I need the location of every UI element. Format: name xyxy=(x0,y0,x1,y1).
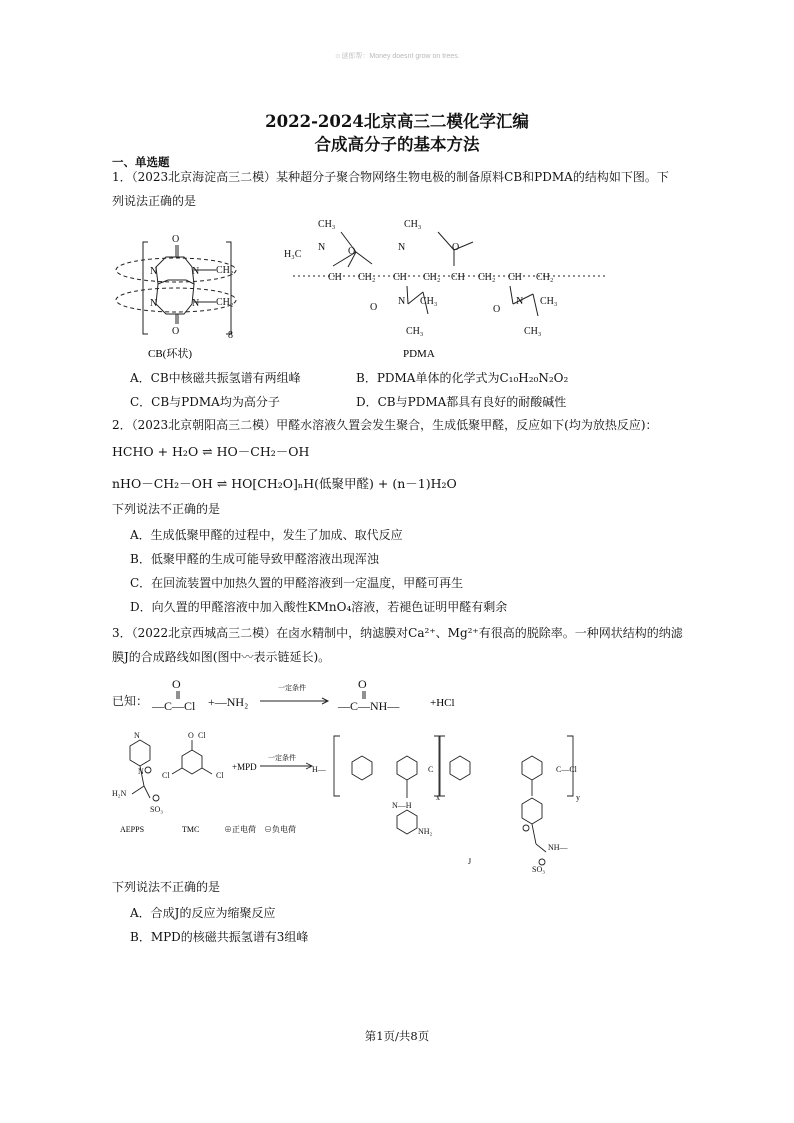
svg-text:CH₃: CH₃ xyxy=(404,219,422,230)
label-j: J xyxy=(468,857,472,866)
page-subtitle: 合成高分子的基本方法 xyxy=(314,135,480,154)
svg-text:NH—: NH— xyxy=(548,843,568,852)
known-condition: 一定条件 xyxy=(278,684,306,692)
svg-text:CH₂: CH₂ xyxy=(216,265,234,276)
q2-option-a: A．生成低聚甲醛的过程中，发生了加成、取代反应 xyxy=(130,528,403,542)
svg-text:N: N xyxy=(192,298,200,309)
q3-stem-line1: 3．（2022北京西城高三二模）在卤水精制中，纳滤膜对Ca²⁺、Mg²⁺有很高的脱除率。一种网状结构的纳滤 xyxy=(112,626,683,640)
svg-text:CH₃: CH₃ xyxy=(406,326,424,337)
q2-equation-1: HCHO + H₂O ⇌ HO－CH₂－OH xyxy=(112,444,310,459)
label-negative-charge: ⊖负电荷 xyxy=(264,825,296,834)
q2-equation-2: nHO－CH₂－OH ⇌ HO[CH₂O]ₙH(低聚甲醛) + (n－1)H₂O xyxy=(112,476,457,491)
svg-text:CH: CH xyxy=(451,272,465,283)
svg-text:N: N xyxy=(192,266,200,277)
svg-text:SO₃: SO₃ xyxy=(532,865,546,874)
q3-option-b: B．MPD的核磁共振氢谱有3组峰 xyxy=(130,930,309,944)
q3-option-a: A．合成J的反应为缩聚反应 xyxy=(130,906,276,920)
q2-option-c: C．在回流装置中加热久置的甲醛溶液到一定温度，甲醛可再生 xyxy=(130,576,464,590)
cb-subscript: 8 xyxy=(228,330,233,341)
svg-text:CH₂: CH₂ xyxy=(423,272,441,283)
watermark: ☺谜郎帮：Money doesnt grow on trees. xyxy=(334,53,460,60)
q1-option-d: D．CB与PDMA都具有良好的耐酸碱性 xyxy=(356,395,567,409)
q3-stem-line2: 膜J的合成路线如图(图中〰表示链延长)。 xyxy=(112,650,331,664)
svg-text:O: O xyxy=(172,677,181,691)
route-condition: 一定条件 xyxy=(268,754,296,762)
svg-text:O: O xyxy=(358,677,367,691)
q1-structures-figure xyxy=(108,212,628,362)
svg-text:O: O xyxy=(348,246,356,257)
q1-stem-line1: 1．（2023北京海淀高三二模）某种超分子聚合物网络生物电极的制备原料CB和PDMA的结构如下图。下 xyxy=(112,170,669,184)
svg-text:CH: CH xyxy=(508,272,522,283)
label-positive-charge: ⊕正电荷 xyxy=(224,825,256,834)
svg-text:N: N xyxy=(318,242,326,253)
svg-text:Cl: Cl xyxy=(162,771,170,780)
svg-text:y: y xyxy=(576,793,580,802)
q3-known-label: 已知： xyxy=(112,694,149,708)
svg-text:C: C xyxy=(428,765,434,774)
q3-ask: 下列说法不正确的是 xyxy=(112,880,221,894)
page-footer: 第1页/共8页 xyxy=(364,1029,430,1043)
svg-text:N: N xyxy=(150,266,158,277)
svg-text:CH: CH xyxy=(393,272,407,283)
q2-ask: 下列说法不正确的是 xyxy=(112,502,221,516)
svg-text:CH₃: CH₃ xyxy=(524,326,542,337)
q2-option-b: B．低聚甲醛的生成可能导致甲醛溶液出现浑浊 xyxy=(130,552,379,566)
svg-text:SO₃: SO₃ xyxy=(150,805,164,814)
svg-text:N: N xyxy=(150,298,158,309)
svg-text:CH₂: CH₂ xyxy=(358,272,376,283)
svg-text:CH₂: CH₂ xyxy=(536,272,554,283)
svg-text:O: O xyxy=(493,304,501,315)
q2-option-d: D．向久置的甲醛溶液中加入酸性KMnO₄溶液，若褪色证明甲醛有剩余 xyxy=(130,600,508,614)
known-reaction-figure xyxy=(148,676,468,720)
label-aepps: AEPPS xyxy=(120,825,145,834)
svg-text:CH: CH xyxy=(328,272,342,283)
q1-option-c: C．CB与PDMA均为高分子 xyxy=(130,395,280,409)
svg-text:CH₂: CH₂ xyxy=(216,297,234,308)
known-hcl: +HCl xyxy=(430,697,455,709)
q2-stem: 2．（2023北京朝阳高三二模）甲醛水溶液久置会发生聚合，生成低聚甲醛，反应如下(均为放热反应)： xyxy=(112,418,658,432)
svg-text:O: O xyxy=(172,326,180,337)
svg-text:CH₃: CH₃ xyxy=(540,296,558,307)
q1-option-a: A．CB中核磁共振氢谱有两组峰 xyxy=(130,371,301,385)
q1-option-b: B．PDMA单体的化学式为C₁₀H₂₀N₂O₂ xyxy=(356,371,569,385)
svg-text:O: O xyxy=(188,731,194,740)
svg-text:O: O xyxy=(172,234,180,245)
svg-text:N: N xyxy=(138,767,144,776)
svg-text:NH₂: NH₂ xyxy=(418,827,433,836)
svg-text:H—: H— xyxy=(312,765,326,774)
svg-text:C—Cl: C—Cl xyxy=(556,765,577,774)
svg-text:+—NH₂: +—NH₂ xyxy=(208,695,249,709)
svg-text:x: x xyxy=(436,793,440,802)
svg-text:N: N xyxy=(516,296,524,307)
route-mpd: +MPD xyxy=(232,762,257,772)
svg-text:Cl: Cl xyxy=(198,731,206,740)
label-tmc: TMC xyxy=(182,825,200,834)
svg-text:—C—Cl: —C—Cl xyxy=(152,699,196,713)
svg-text:—C—NH—: —C—NH— xyxy=(338,699,400,713)
page-title: 2022-2024北京高三二模化学汇编 xyxy=(265,112,529,131)
svg-text:O: O xyxy=(452,242,460,253)
svg-text:CH₃: CH₃ xyxy=(420,296,438,307)
section-heading: 一、单选题 xyxy=(112,155,170,169)
svg-text:N: N xyxy=(134,731,140,740)
q1-stem-line2: 列说法正确的是 xyxy=(112,194,197,208)
svg-text:N: N xyxy=(398,242,406,253)
svg-text:CH₂: CH₂ xyxy=(478,272,496,283)
svg-text:O: O xyxy=(370,302,378,313)
svg-text:H₂N: H₂N xyxy=(112,789,127,798)
svg-text:N—H: N—H xyxy=(392,801,412,810)
cb-label: CB(环状) xyxy=(148,348,192,360)
synthesis-route-figure xyxy=(112,726,632,876)
svg-text:CH₃: CH₃ xyxy=(318,219,336,230)
svg-text:Cl: Cl xyxy=(216,771,224,780)
svg-text:N: N xyxy=(398,296,406,307)
svg-text:H₃C: H₃C xyxy=(284,249,302,260)
pdma-label: PDMA xyxy=(403,348,435,360)
